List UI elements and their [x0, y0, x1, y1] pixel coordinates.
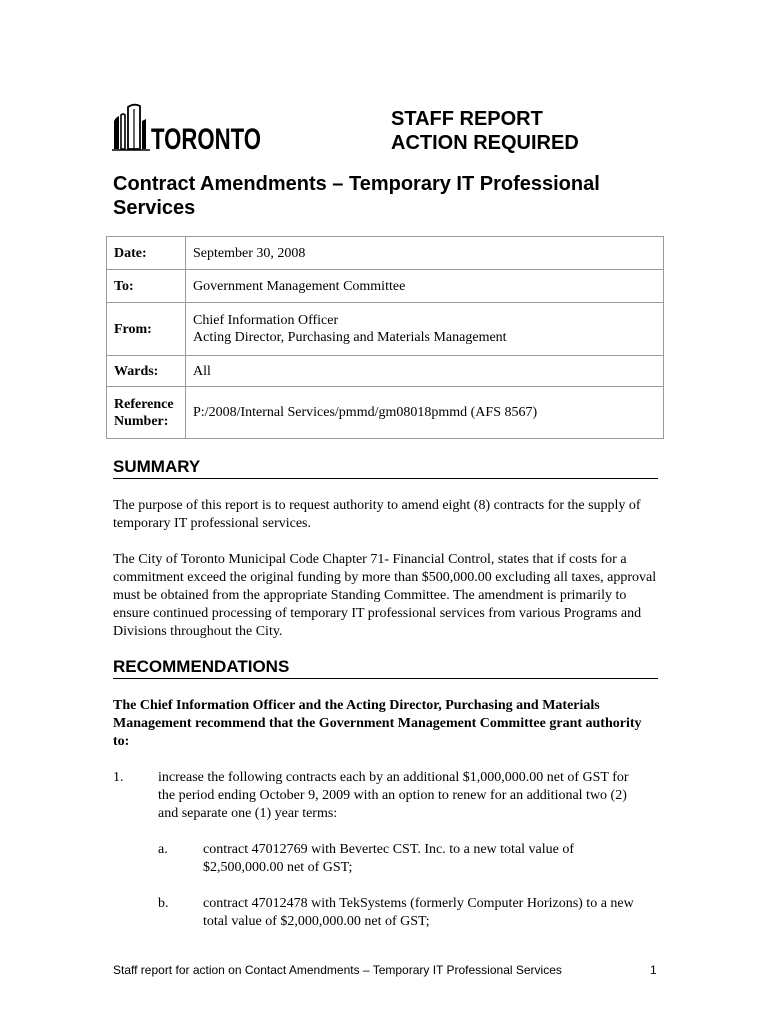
- logo-text: TORONTO: [151, 123, 261, 156]
- sub-item-a-text: contract 47012769 with Bevertec CST. Inc. to a new total value of $2,500,000.00 net of GST;: [203, 842, 575, 875]
- wards-value: All: [186, 356, 664, 387]
- footer-text: Staff report for action on Contact Amendments – Temporary IT Professional Services: [113, 963, 562, 977]
- page-number: 1: [650, 963, 657, 977]
- reference-label: [107, 387, 186, 439]
- date-label: Date:: [107, 237, 186, 270]
- item-1-text: increase the following contracts each by an additional $1,000,000.00 net of GST for the period ending October 9, 2009 with an option to renew for an additional two (2) and separate one (1) year terms:: [158, 770, 629, 821]
- report-type-line2: ACTION REQUIRED: [391, 132, 579, 154]
- summary-paragraph-2: The City of Toronto Municipal Code Chapter 71- Financial Control, states that if costs for a commitment exceed the original funding by more than $500,000.00 excluding all taxes, approval must be obtained from the appropriate Standing Committee. The amendment is primarily to ensure continued processing of temporary IT professional services from various Programs and Divisions throughout the City.: [113, 552, 657, 639]
- to-label: To:: [107, 270, 186, 303]
- recommendations-heading: RECOMMENDATIONS: [113, 657, 658, 679]
- recommendations-intro: The Chief Information Officer and the Acting Director, Purchasing and Materials Management recommend that the Government Management Committee grant authority to:: [113, 698, 642, 749]
- from-label: From:: [107, 303, 186, 356]
- reference-label-line1: Reference: [114, 396, 174, 412]
- reference-label-line2: Number:: [114, 413, 169, 429]
- item-1-number: 1.: [113, 770, 124, 785]
- from-value: [186, 303, 664, 356]
- table-row: [107, 237, 664, 270]
- table-row: [107, 303, 664, 356]
- wards-label: Wards:: [107, 356, 186, 387]
- city-hall-towers-icon: [112, 103, 262, 155]
- date-value: September 30, 2008: [186, 237, 664, 270]
- from-value-line2: Acting Director, Purchasing and Materials Management: [193, 330, 507, 345]
- report-metadata-table: [106, 236, 664, 439]
- report-type-line1: STAFF REPORT: [391, 108, 543, 130]
- to-value: Government Management Committee: [186, 270, 664, 303]
- toronto-logo: [112, 103, 262, 155]
- summary-paragraph-1: The purpose of this report is to request authority to amend eight (8) contracts for the supply of temporary IT professional services.: [113, 498, 641, 531]
- sub-item-b-text: contract 47012478 with TekSystems (formerly Computer Horizons) to a new total value of $2,000,000.00 net of GST;: [203, 896, 634, 929]
- table-row: [107, 387, 664, 439]
- sub-item-a-letter: a.: [158, 842, 168, 857]
- summary-heading: SUMMARY: [113, 457, 658, 479]
- table-row: [107, 356, 664, 387]
- sub-item-b-letter: b.: [158, 896, 169, 911]
- reference-value: P:/2008/Internal Services/pmmd/gm08018pmmd (AFS 8567): [186, 387, 664, 439]
- table-row: [107, 270, 664, 303]
- page-title: Contract Amendments – Temporary IT Professional Services: [113, 173, 600, 219]
- from-value-line1: Chief Information Officer: [193, 313, 339, 328]
